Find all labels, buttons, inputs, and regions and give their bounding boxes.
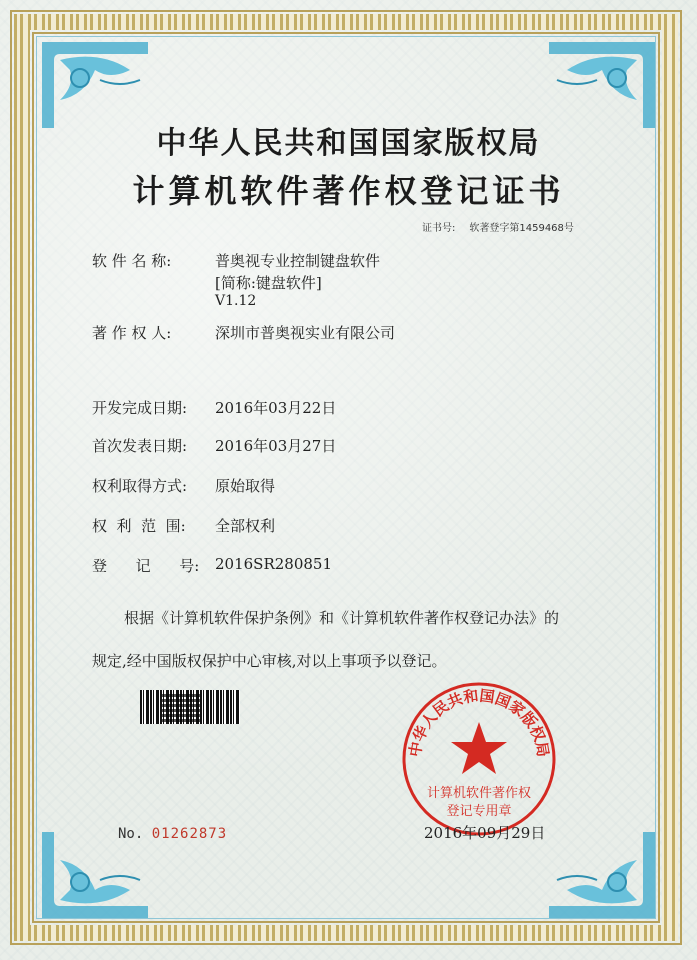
certificate-number-value: 软著登字第1459468号 [469,223,574,234]
field-copyright-owner [92,322,396,343]
field-rights-scope [92,515,276,536]
legal-basis-line-1: 根据《计算机软件保护条例》和《计算机软件著作权登记办法》的 [124,609,560,627]
field-value: 原始取得 [215,477,276,495]
serial-number [118,826,227,842]
seal-line-2: 登记专用章 [446,804,512,819]
field-dev-complete-date [92,397,337,418]
legal-basis-line-2: 规定,经中国版权保护中心审核,对以上事项予以登记。 [92,652,447,670]
field-acquisition-method [92,475,276,496]
field-label: 权 利 范 围: [92,517,186,535]
seal-line-1: 计算机软件著作权 [426,786,531,801]
barcode-icon [140,690,240,724]
field-value: 2016年03月22日 [215,399,337,417]
serial-value: 01262873 [151,826,228,842]
field-registration-number [92,555,333,576]
field-label: 软 件 名 称: [92,252,172,270]
field-first-publish-date [92,435,337,456]
seal-ring-text: 中华人民共和国国家版权局 [405,686,553,759]
certificate-title: 计算机软件著作权登记证书 [132,172,565,210]
field-label: 首次发表日期: [92,437,188,455]
field-software-name [92,250,381,271]
field-label: 权利取得方式: [92,477,188,495]
corner-ornament-icon [547,40,657,130]
corner-ornament-icon [547,830,657,920]
field-label: 登 记 号: [92,557,200,575]
serial-label: No. [118,826,144,842]
field-value: 2016年03月27日 [215,437,337,455]
field-value: 普奥视专业控制键盘软件 [215,252,381,270]
issuer-title: 中华人民共和国国家版权局 [156,126,541,161]
field-label: 著 作 权 人: [92,324,172,342]
field-value: 深圳市普奥视实业有限公司 [215,324,396,342]
corner-ornament-icon [40,40,150,130]
software-version: V1.12 [215,293,257,309]
field-value: 2016SR280851 [215,555,333,573]
certificate-number-label: 证书号: [422,223,456,234]
field-label: 开发完成日期: [92,399,188,417]
corner-ornament-icon [40,830,150,920]
field-value: 全部权利 [215,517,276,535]
software-short-name: [简称:键盘软件] [215,274,322,292]
certificate-number [422,219,574,234]
issue-date: 2016年09月29日 [424,824,546,842]
